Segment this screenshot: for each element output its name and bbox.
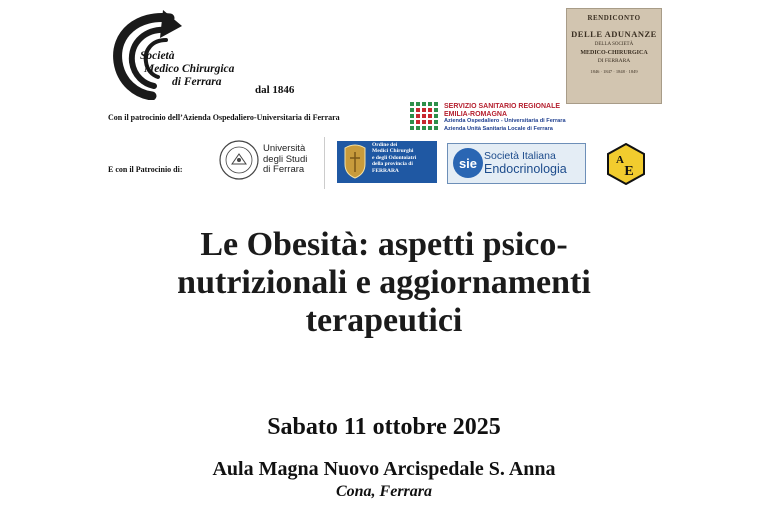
ssr-line-3: Azienda Ospedaliero - Universitaria di Ferrara: [444, 118, 566, 124]
book-line-2: DELLE ADUNANZE: [571, 29, 657, 39]
society-name-line-1: Società: [140, 50, 175, 62]
sie-abbr: sie: [458, 156, 478, 171]
society-since: dal 1846: [255, 84, 295, 96]
ordine-line-2: Medici Chirurghi: [372, 148, 414, 155]
event-title: [0, 226, 768, 340]
sie-text: [484, 150, 567, 176]
co-patronage-label: E con il Patrocinio di:: [108, 165, 183, 174]
university-line-2: degli Studi: [263, 153, 308, 165]
logo-divider: [324, 137, 325, 189]
ssr-line-4: Azienda Unità Sanitaria Locale di Ferrara: [444, 125, 553, 132]
ordine-medici-text: [372, 142, 436, 174]
book-line-6: 1846 · 1847 · 1848 · 1849: [590, 69, 638, 74]
sie-line-2: Endocrinologia: [484, 162, 567, 176]
event-venue: Aula Magna Nuovo Arcispedale S. Anna: [212, 458, 556, 480]
book-line-3: DELLA SOCIETÀ: [594, 42, 634, 47]
book-line-5: DI FERRARA: [597, 58, 631, 64]
ssr-logo-icon: [410, 102, 440, 132]
book-line-4: MEDICO-CHIRURGICA: [580, 50, 648, 56]
event-place: Cona, Ferrara: [335, 483, 433, 500]
hex-letter-a: A: [616, 154, 624, 166]
ordine-line-1: Ordine dei: [372, 142, 398, 148]
university-line-3: di Ferrara: [263, 164, 305, 175]
ordine-line-5: FERRARA: [372, 167, 399, 174]
university-line-1: Università: [263, 143, 306, 154]
sie-badge-icon: [451, 146, 485, 180]
sie-line-1: Società Italiana: [484, 150, 556, 162]
patronage-line: Con il patrocinio dell’Azienda Ospedaliero-Universitaria di Ferrara: [108, 113, 340, 122]
ae-hexagon-logo: [605, 143, 647, 185]
society-name: [140, 50, 234, 89]
ordine-line-3: e degli Odontoiatri: [372, 154, 417, 161]
university-seal-icon: [218, 139, 260, 181]
event-date: Sabato 11 ottobre 2025: [267, 414, 501, 440]
book-line-1: RENDICONTO: [587, 14, 641, 22]
ssr-line-1: SERVIZIO SANITARIO REGIONALE: [444, 103, 561, 110]
event-title-line-2: nutrizionali e aggiornamenti: [177, 264, 591, 301]
ssr-line-2: EMILIA-ROMAGNA: [444, 110, 507, 118]
ssr-logo-text: [444, 103, 566, 133]
university-name: [263, 144, 307, 176]
society-name-line-2: Medico Chirurgica: [144, 63, 235, 75]
event-title-line-3: terapeutici: [305, 302, 463, 339]
historic-book-cover: [566, 8, 662, 104]
hex-letter-e: E: [624, 164, 634, 179]
ordine-line-4: della provincia di: [372, 161, 413, 168]
event-title-line-1: Le Obesità: aspetti psico-: [200, 226, 568, 263]
society-name-line-3: di Ferrara: [172, 76, 222, 88]
ordine-crest-icon: [341, 144, 369, 180]
